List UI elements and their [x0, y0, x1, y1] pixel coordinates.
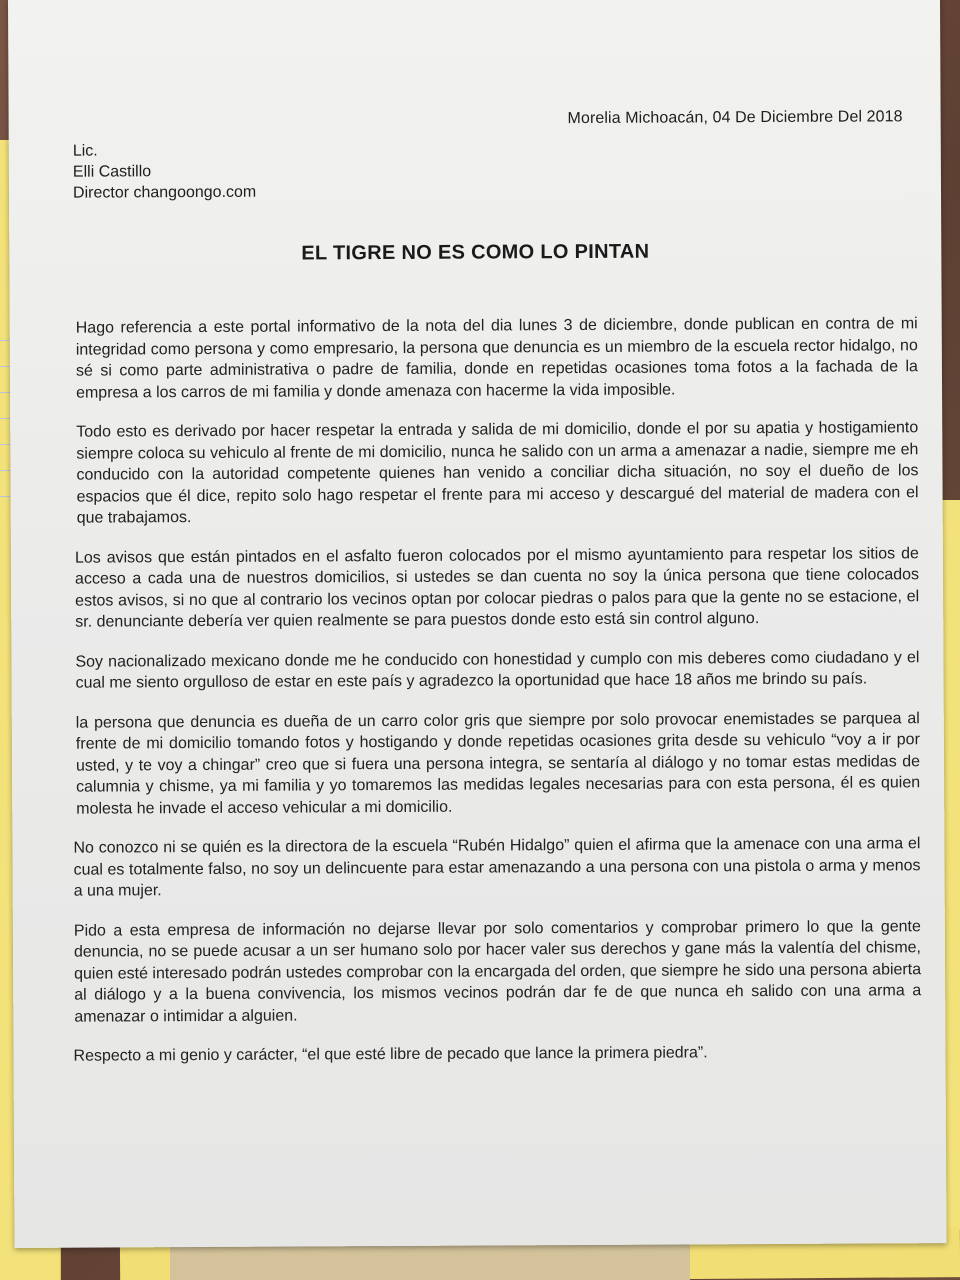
letter-title: EL TIGRE NO ES COMO LO PINTAN — [301, 240, 650, 265]
letter-body — [70, 313, 922, 1085]
paragraph: Soy nacionalizado mexicano donde me he conducido con honestidad y cumplo con mis deberes como ciudadano y el cual me siento orgulloso de estar en este país y agradezco la oportunidad que hace 18 años me brindo su país. — [75, 648, 920, 692]
closing-paragraph: Respecto a mi genio y carácter, “el que esté libre de pecado que lance la primera piedra”. — [73, 1044, 708, 1065]
paragraph: Hago referencia a este portal informativo de la nota del dia lunes 3 de diciembre, donde publican en contra de mi integridad como persona y como empresario, la persona que denuncia es un miembro de la escuela rector hidalgo, no sé si como parte administrativa o padre de familia, donde en repetidas ocasiones toma fotos a la fachada de la empresa a los carros de mi familia y donde amenaza con hacerme la vida imposible. — [75, 315, 918, 402]
letter-sheet — [8, 0, 947, 1248]
letter-date: Morelia Michoacán, 04 De Diciembre Del 2018 — [567, 108, 903, 128]
paragraph: No conozco ni se quién es la directora de la escuela “Rubén Hidalgo” quien el afirma que la amenace con una arma el cual es totalmente falso, no soy un delincuente para estar amenazando a una persona con una pistola o arma y menos a una mujer. — [73, 835, 921, 900]
recipient-position: Director changoongo.com — [72, 183, 257, 202]
recipient-title: Lic. — [72, 142, 98, 160]
recipient-block — [73, 140, 257, 204]
paragraph: Todo esto es derivado por hacer respetar la entrada y salida de mi domicilio, donde el por su apatia y hostigamiento siempre coloca su vehiculo al frente de mi domicilio, nunca he salido con un arma a amenazar a nadie, siempre me eh conducido con la autoridad competente quienes han venido a conciliar dicha situación, no soy el dueño de los espacios que él dice, repito solo hago respetar el frente para mi acceso y descargué del material de madera con el que trabajamos. — [76, 419, 919, 527]
paragraph: Los avisos que están pintados en el asfalto fueron colocados por el mismo ayuntamiento para respetar los sitios de acceso a cada una de nuestros domicilios, si ustedes se dan cuenta no soy la única persona que tiene colocados estos avisos, si no que al contrario los vecinos optan por colocar piedras o palos para que la gente no se estacione, el sr. denunciante debería ver quien realmente se para puestos donde esto está sin control alguno. — [74, 544, 920, 631]
paragraph: Pido a esta empresa de información no dejarse llevar por solo comentarios y comprobar primero lo que la gente denuncia, no se puede acusar a un ser humano solo por hacer valer sus derechos y gane más la valentía del chisme, quien esté interesado podrán ustedes comprobar con la encargada del orden, que siempre he sido una persona abierta al diálogo y a la buena convivencia, los mismos vecinos podrán dar fe de que nunca eh salido con una arma a amenazar o intimidar a alguien. — [73, 917, 922, 1026]
recipient-name: Elli Castillo — [72, 163, 152, 181]
paragraph: la persona que denuncia es dueña de un carro color gris que siempre por solo provocar enemistades se parquea al frente de mi domicilio tomando fotos y hostigando y donde repetidas ocasiones grita desde su vehiculo “voy a ir por usted, y te voy a chingar” creo que si fuera una persona integra, se sentaría al diálogo y no tomar estas medidas de calumnia y chisme, ya mi familia y yo tomaremos las medidas legales necesarias para con esta persona, él es quien molesta he invade el acceso vehicular a mi domicilio. — [75, 709, 921, 818]
